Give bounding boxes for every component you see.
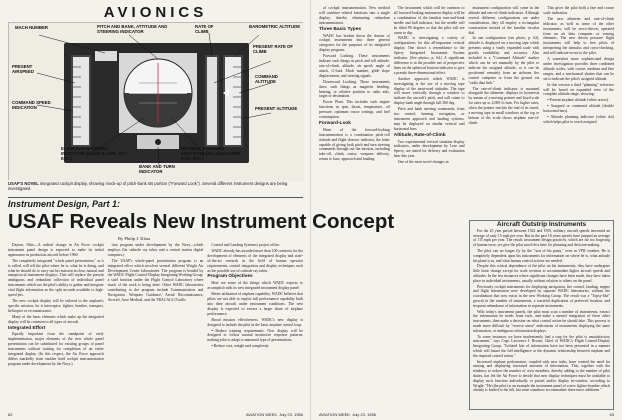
paragraph: Better utilization of airplane capability. WADC believes that pilots are not able to exploit full performance capability built into their aircraft under instrument conditions. The new display is expected to extract a larger share of airplane performance. — [207, 292, 304, 316]
paragraph: Forward Looking. These instruments indicate such things as pitch and roll attitude, rate-of-climb, altitude, air speed, angle of attack, G-load, Mach number, glide slope displacement, and steering signals. — [319, 54, 390, 78]
bullet-text: Present airplane altitude (white arrow). — [549, 98, 609, 103]
subhead: Three Basic Types — [319, 26, 362, 32]
paragraph: The instrument which will be common to all forward-looking instrument display will be a combination of the familiar turn-and-bank needle and ball indicator, but the needle will be tilted 90 degrees so that the pilot will see cause to dip. — [393, 6, 465, 35]
callout-barometric-altitude: BAROMETRIC ALTITUDE — [249, 24, 301, 29]
bullet-text: Assigned or command altitude (double horizontal bars). — [543, 104, 614, 114]
bullet-icon: • — [547, 104, 549, 109]
byline: By Philip J. Klass — [118, 236, 151, 241]
sidebar-title: Aircraft Outstrip Instruments — [496, 221, 587, 228]
paragraph: The new cockpit display will be tailored to the airplane's specific mission, be it interceptor, fighter, bomber, transport, helicopter or reconnaissance. — [8, 298, 104, 313]
paragraph: Many of the basic elements which make up the integrated display will be common to all types of aircraft. — [8, 314, 104, 324]
paragraph: This gives the pilot both a fine and coarse scale indication. — [543, 6, 614, 15]
paragraph: With today's instrument panels, the pilot must scan a number of instruments, extract the information he needs from each, and make a mental integration of these other instruments, then make a decision on what control action he should take. This process is made more difficult by "reverse sense" indications of instruments displaying the same information, or ambiguous information displays. — [473, 309, 610, 333]
paragraph: The rate-of-climb indicator is mounted alongside the altimeter, displays its hysteresis by means of a moving pointer and fixed scale for rates up to 2,000 ft./min. For higher rates, when the pointer reaches the end of its travel, a moving tape in small windows at the top or bottom of the scale shows airplane rate-of-climb. — [468, 86, 540, 125]
paragraph: Despite this critical dependence of the pilot on his instruments, they have undergone little basic change except for scale revision to accommodate higher aircraft speeds and altitudes. In the few instances where significant changes have been made, they have taken place in individual instruments, usually without relation to others on the panel. — [473, 264, 610, 283]
paragraph: WADC has broken down the dozens of cockpit instruments into three general categories for the purposes of its integrated display program: — [319, 33, 390, 53]
paragraph: Broad mission effectiveness. WADC's new display is designed to include the pilot in the basic airplane control loop. — [207, 317, 304, 327]
bullet-icon: • — [211, 344, 213, 349]
paragraph: A somewhat more sophisticated design under investigation provides three combined altitude scales, with coarse, medium and fine ranges, and a mechanical shutter that can be set to indicate the pilot's assigned altitude. — [543, 57, 614, 81]
divider — [8, 197, 303, 198]
paragraph: Dayton, Ohio—A radical change in Air Force cockpit instrument panel design is expected to make its initial appearance in production aircraft before 1960. — [8, 243, 104, 257]
paragraph: Equally important from the standpoint of early implementation, major elements of the new whole panel presentation can be substituted for existing groups of panel instruments without waiting for completion of an entire integrated display. (In this respect, the Air Force approach differs markedly from another bold cockpit instrumentation program under development by the Navy.) — [8, 332, 104, 366]
paragraph: Here are some of the things which WADC expects to accomplish with its new integrated instrument display panel: — [207, 281, 304, 291]
callout-pitch-bank: PITCH AND BANK, ATTITUDE AND STEERING INDICATOR — [97, 24, 168, 34]
bullet-item — [543, 98, 614, 103]
bullet-icon: • — [547, 115, 549, 120]
paragraph: For the 25 year period between 1922 and 1955, military aircraft speeds increased an average of only 15 mph per year. But in the past 10 years speeds have jumped an average of 115 mph per year. The result: instrument design practices, which are far too forgiving of human error, yet give the pilot much less time for planning and decision-making. — [473, 228, 610, 248]
paragraph: Two experimental vertical situation display indicators, under development by Lear and Sperry, are slated for delivery and evaluation later this year. — [393, 139, 465, 159]
callout-rate-of-climb: RATE OF CLIMB — [195, 24, 214, 34]
right-column-3 — [469, 6, 540, 218]
paragraph: Another approach which WADC is investigating is the use of a moving tape display of the most-used attitudes. The tape will move vertically through a window to indicate the aircraft's pitch, and will rotate to display bank angle through full 360 deg. — [393, 76, 465, 106]
paragraph: tion program under development by the Navy—which employs flat cathode ray tubes and a central station digital computer.) — [107, 243, 204, 257]
paragraph: WADC is investigating a variety of configurations for this all-important vertical display. One shows a resemblance to the Sperry Integrated Instrument System indicator. (See photos, p. 64.) A significant difference is in the possible use of perspective lines on the spherical horizon indicator to give a pseudo three-dimensional effect. — [393, 36, 465, 75]
right-body-columns — [319, 6, 614, 218]
subhead: Program Objectives — [207, 274, 253, 280]
section-head: AVIONICS — [103, 4, 208, 21]
paragraph: of cockpit instrumentation. New method will combine related functions into a single display, thereby eliminating redundant instrumentation. — [319, 6, 390, 25]
right-column-2 — [394, 6, 465, 218]
photo-caption — [8, 181, 303, 192]
paragraph: The USAF's whole-panel presentation program is an integrated effort which involves several different Wright Air Development Center laboratories. The program is headed by the WADC Flight Control-Display Integrating Working Group, a staff function under the Flight Control Laboratory where much of the work is being done. Other WADC laboratories contributing to the program include Communication and Navigation, Weapons Guidance, Aerial Reconnaissance, Aircraft, Aero Medical, and the TRACALS (Traffic — [107, 258, 204, 302]
bullet-item — [207, 344, 303, 349]
left-column-1 — [8, 243, 104, 411]
callout-present-airspeed: PRESENT AIRSPEED — [12, 64, 34, 74]
instrument-panel-photo — [8, 22, 303, 180]
bullet-item — [543, 115, 614, 125]
paragraph: The new altimeter and rate-of-climb indicator, as well as some of the other instruments, will be servo-driven, operated from an air data computer or sensing elements. The new driven pressure flight instruments will help to free pilots of interpreting the stimulus and cross-checking, and will indicate errors to the pilot. — [543, 16, 614, 56]
bullet-text: Altitude planning indicator (white dot) which helps pilot to reach assigned — [543, 115, 614, 124]
subhead: Altitude, Rate-of-Climb — [393, 132, 446, 138]
publication-line: AVIATION WEEK, July 23, 1956 — [246, 412, 303, 417]
paragraph: Pitch and bank steering commands, from two control, homing, navigation, or instrument approach and landing systems, may be displayed on similar vertical and horizontal bars. — [393, 107, 465, 131]
callout-command-speed: COMMAND SPEED INDICATION — [12, 100, 51, 110]
callout-mach-number: MACH NUMBER — [15, 25, 48, 30]
left-footer — [8, 412, 303, 417]
paragraph: In this version a third "planning" reference will be, based on expanded view of the complete altitude range, showing: — [543, 82, 614, 97]
page-number: 63 — [609, 412, 614, 417]
left-column-2 — [108, 243, 204, 411]
bullet-item — [543, 104, 614, 114]
right-footer — [319, 412, 614, 417]
paragraph: Control and Landing Systems) project office. — [211, 243, 281, 247]
article-headline: USAF Reveals New Instrument Concept — [8, 210, 395, 233]
bullet-icon: • — [211, 328, 213, 333]
paragraph: Heart of the forward-looking instrumentation is a combination pitch-roll attitude and flight director indicator, the latter capable of giving both pitch and turn steering commands through out the mission, including take-off, climb, cruise, weapons delivery, return to base, approach and landing. — [319, 127, 390, 162]
callout-present-altitude: PRESENT ALTITUDE — [255, 106, 298, 111]
sidebar-box — [469, 220, 614, 410]
caption-text: integrated cockpit display, showing mock-up of pitch-bank sts portion ("Forward Look"). Several different instrument designs are being investigated. — [8, 181, 288, 192]
bullet-text: Reduce training requirements. New display will be designed to follow natural instinctive response patterns, making pilot to adapt to unnatural type of presentations. — [207, 328, 304, 343]
bullet-icon: • — [547, 98, 549, 103]
publication-line: AVIATION WEEK, July 23, 1956 — [319, 412, 376, 417]
paragraph: Increased airplane performance, coupled with new tasks, have created the need for sensing and displaying increased amounts of information. This, together with the tendency to reduce the number of crew members, thereby adding to the number of pilot duties, has led the Air Force to decide that new display techniques must be available to display such function individually or paired and/or display in-window, according to Wright. "He (the pilot) is an example the instrument panel of a new fighter-bomber which already is loaded to the hilt, but must somehow accommodate three more additions." — [473, 359, 610, 393]
callout-command-altitude: COMMAND ALTITUDE — [255, 74, 278, 84]
right-column-4 — [543, 6, 614, 218]
subhead: Forward-Look — [319, 120, 351, 126]
paragraph: Downward Looking. These instruments show such things as magnetic heading, bearing, or relative position to radio aids, target or destination. — [319, 79, 390, 99]
article-kicker: Instrument Design, Part 1: — [8, 199, 121, 209]
bullet-item — [207, 329, 303, 344]
page-number: 62 — [8, 412, 13, 417]
paragraph: instrument configuration will come in the altitude and rate-of-climb indicators. Although several different configurations are under consideration, they all employ a rectangular construction instead of the familiar circular dial. — [468, 6, 540, 35]
callout-elevation: ELEVATION STEERING INDICATOR (GLIDE SLOPE, ECT., ETC.) — [61, 146, 129, 161]
left-body-columns — [8, 243, 303, 411]
paragraph: One of the most novel changes in — [397, 160, 449, 165]
paragraph: Previously cockpit instruments for displaying navigation, fire control, landing, engine and flight information were developed by separate WADC laboratories, without the coordination that now exists in the new Working Group. The result was a "Topsy-like" growth in the number of instruments, a wasteful duplication of preferred location, and frequent redundance of information in separate instruments. — [473, 284, 610, 308]
right-page — [311, 0, 622, 420]
paragraph: The pilot can no longer fly by the "seat of his pants," even in VFR weather. He is completely dependent upon his instruments for information on where he is, what attitude his plane is in, and what human control actions are needed. — [473, 248, 610, 263]
paragraph: To some instances we have inadvertently had a trap for the pilot is unsatisfactory instrument," says Capt. Lawrence J. Brown, Chief of WADC's Flight Control-Display Integrating Group. "Isolated bits of information have not been presented in a manner which will insure the full intelligence or the dynamic relationship between airplane and the required control action." — [473, 334, 610, 358]
paragraph: The completely integrated "whole panel presentation," as it is called, will tell the pilot where he is, what he is doing, and what he should do to carry out his mission in clear, natural and unequivocal instrument displays. This will replace the present ambiguous and redundant collection of individual panel instruments which tax the pilot's ability to gather and integrate vital flight information as the split seconds available to high-speed jets. — [8, 258, 104, 298]
left-column-3 — [207, 243, 303, 411]
paragraph: Power Plant. This includes such engine functions as rpm, thrust, temperature, oil pressure, optimum cruise settings, and fuel consumption. — [319, 100, 390, 120]
paragraph: WADC already has awarded more than 100 contracts for the development of elements of the integrated display and state-of-the-art research in the field of human operator requirements, control integration and display techniques such as the possible use of cathode ray tubes. — [207, 248, 304, 273]
callout-present-rate-of-climb: PRESENT RATE OF CLIMB — [253, 44, 294, 54]
right-column-1 — [319, 6, 390, 218]
callout-heading: HEADING STEERING INDICATOR (SCLLOCALIZER, VOR, ETC.) — [181, 146, 242, 161]
caption-lead: USAF'S NOVEL — [8, 181, 39, 186]
bullet-text: Reduce cost, weight and complexity — [213, 344, 269, 349]
sidebar-box-wrapper — [469, 216, 614, 408]
paragraph: In one configuration (see photo, p. 62), altitude is displayed on a moving tape which presents using a vastly expanded scale with greatly readability and accuracy. Also included is a "Command Altitude" marker which can be set manually by the pilot to indicate his assigned altitude, or it can be positioned remotely from an airborne fire control computer or from the ground via "radio data link." — [468, 36, 540, 85]
subhead: Integrated Effort — [8, 325, 46, 331]
callout-bank-turn: BANK AND TURN INDICATOR — [139, 164, 175, 174]
